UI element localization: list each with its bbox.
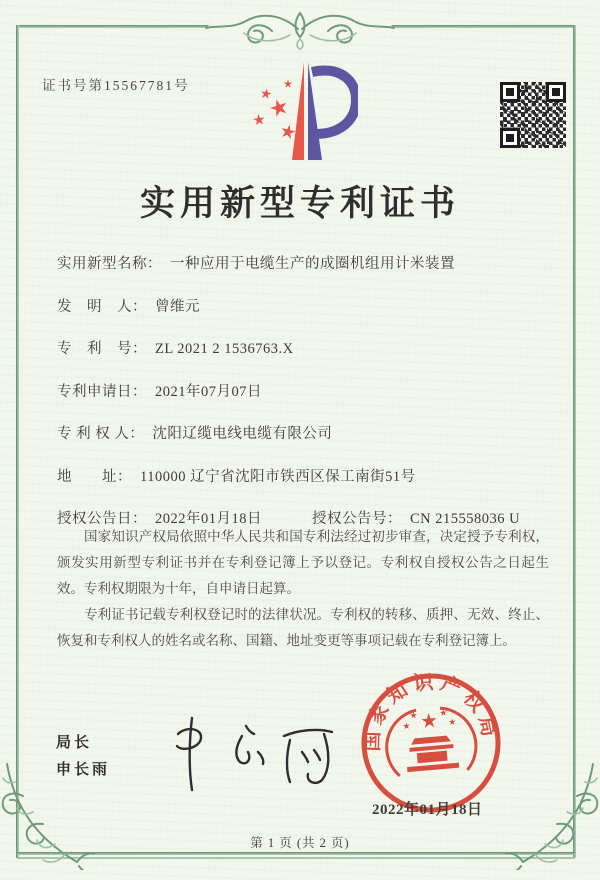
field-value: CN 215558036 U bbox=[410, 511, 521, 527]
field-label: 授权公告号： bbox=[312, 511, 402, 527]
border-bottom-line-2 bbox=[17, 857, 575, 859]
certificate-title: 实用新型专利证书 bbox=[139, 184, 460, 223]
field-label: 授权公告日： bbox=[57, 511, 147, 527]
field-row bbox=[57, 380, 555, 401]
field-row bbox=[57, 465, 555, 486]
qr-code bbox=[500, 82, 566, 148]
seal-date: 2022年01月18日 bbox=[372, 802, 483, 818]
signer-name: 申长雨 bbox=[56, 761, 111, 778]
field-value: 2022年01月18日 bbox=[155, 511, 262, 527]
field-label: 专 利 号： bbox=[57, 341, 147, 357]
signer-block bbox=[56, 735, 110, 789]
border-left-line bbox=[16, 25, 19, 858]
page-footer: 第 1 页 (共 2 页) bbox=[250, 836, 350, 850]
corner-ornament-right-icon bbox=[505, 760, 600, 870]
field-row bbox=[57, 422, 555, 443]
qr-finder-icon bbox=[500, 82, 520, 102]
certificate-number: 证书号第15567781号 bbox=[42, 78, 190, 93]
national-emblem-icon bbox=[384, 705, 479, 777]
top-ornament-icon bbox=[190, 3, 410, 51]
field-label: 实用新型名称： bbox=[57, 256, 162, 272]
logo-spike-purple bbox=[308, 62, 322, 160]
field-value: ZL 2021 2 1536763.X bbox=[155, 341, 294, 357]
field-label: 专 利 权 人： bbox=[57, 426, 145, 442]
field-value: 沈阳辽缆电线电缆有限公司 bbox=[152, 426, 333, 442]
field-row bbox=[57, 252, 555, 273]
border-right-line bbox=[573, 25, 576, 858]
field-row bbox=[57, 295, 555, 316]
qr-finder-icon bbox=[546, 82, 566, 102]
signer-title: 局长 bbox=[56, 734, 93, 751]
field-row bbox=[57, 337, 555, 358]
field-list bbox=[57, 252, 555, 550]
handwritten-signature-icon bbox=[146, 708, 361, 803]
field-label: 专利申请日： bbox=[57, 383, 147, 400]
legal-text bbox=[57, 524, 549, 654]
qr-finder-icon bbox=[500, 128, 520, 148]
field-label: 发 明 人： bbox=[57, 298, 147, 315]
logo-spike-red bbox=[292, 62, 304, 160]
logo-p-bowl bbox=[312, 71, 356, 134]
legal-paragraph: 专利证书记载专利权登记时的法律状况。专利权的转移、质押、无效、终止、恢复和专利权人的姓名或名称、国籍、地址变更等事项记载在专利登记簿上。 bbox=[57, 607, 549, 648]
legal-paragraph: 国家知识产权局依照中华人民共和国专利法经过初步审查，决定授予专利权，颁发实用新型专利证书并在专利登记簿上予以登记。专利权自授权公告之日起生效。专利权期限为十年，自申请日起算。 bbox=[57, 529, 549, 596]
field-value: 110000 辽宁省沈阳市铁西区保工南街51号 bbox=[140, 468, 416, 485]
field-value: 曾维元 bbox=[155, 298, 200, 315]
field-label: 地 址： bbox=[57, 468, 132, 485]
seal-text: 国家知识产权局 bbox=[361, 671, 501, 752]
field-value: 2021年07月07日 bbox=[155, 383, 262, 400]
logo-stars bbox=[253, 80, 297, 140]
field-value: 一种应用于电缆生产的成圈机组用计米装置 bbox=[170, 256, 455, 272]
cnipa-logo-icon bbox=[246, 56, 358, 168]
border-bottom-line bbox=[17, 852, 575, 855]
